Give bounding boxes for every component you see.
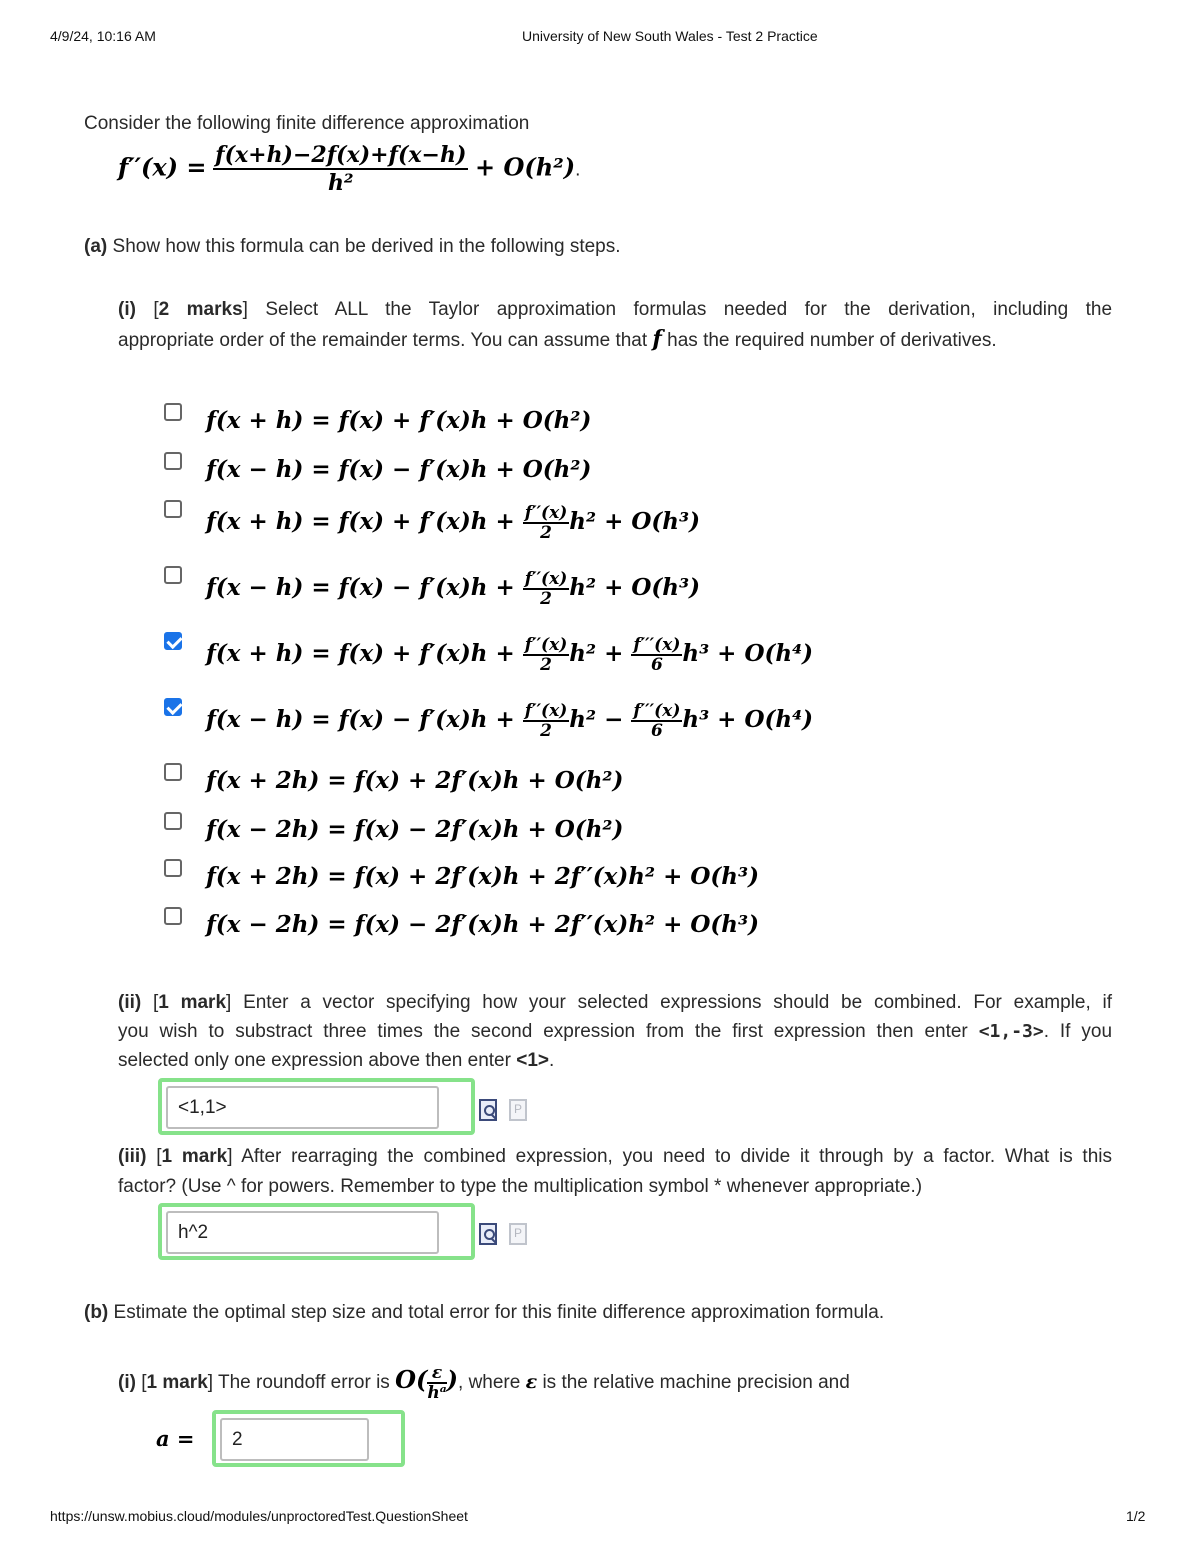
option-6-frac2-den: 6	[650, 721, 663, 741]
part-b-i-text3: is the relative machine precision and	[542, 1372, 850, 1393]
option-9-formula	[206, 863, 759, 890]
answer-ii-input[interactable]	[166, 1086, 439, 1129]
part-a-ii-code2: <1>	[516, 1050, 549, 1071]
part-a-heading	[84, 232, 621, 261]
option-4-frac-den: 2	[540, 589, 552, 609]
part-a-text: Show how this formula can be derived in the following steps.	[112, 236, 621, 257]
option-4-frac-num: f′′(x)	[524, 569, 568, 589]
answer-ii-highlight	[158, 1078, 475, 1135]
answer-iii-highlight	[158, 1203, 475, 1260]
option-2-formula	[206, 456, 591, 483]
print-datetime: 4/9/24, 10:16 AM	[50, 28, 156, 44]
option-3-frac-den: 2	[540, 523, 552, 543]
part-a-ii-line3	[118, 1046, 554, 1075]
roundoff-num: ε	[427, 1364, 446, 1384]
part-a-ii-line2	[118, 1017, 1112, 1046]
option-6-checkbox[interactable]	[164, 698, 182, 716]
part-b-i-line	[118, 1360, 850, 1403]
option-6-fraction-2	[631, 702, 682, 740]
option-4-formula	[206, 570, 700, 608]
option-5-frac1-num: f′′(x)	[524, 635, 568, 655]
page-number: 1/2	[1126, 1508, 1146, 1524]
option-3-checkbox[interactable]	[164, 500, 182, 518]
option-9-checkbox[interactable]	[164, 859, 182, 877]
option-6-frac1-den: 2	[540, 721, 552, 741]
option-6-formula	[206, 702, 813, 740]
page-url: https://unsw.mobius.cloud/modules/unproctoredTest.QuestionSheet	[50, 1508, 468, 1524]
option-1-text: f(x + h) = f(x) + f′(x)h + O(h²)	[206, 407, 592, 434]
part-a-i-line1	[118, 295, 1112, 324]
main-formula-fraction	[213, 142, 468, 196]
option-5-frac2-num: f′′′(x)	[633, 635, 681, 655]
part-b-label: (b)	[84, 1302, 109, 1323]
part-a-i-line2	[118, 325, 997, 355]
option-5-text-a: f(x + h) = f(x) + f′(x)h +	[206, 640, 523, 667]
main-formula-remainder: + O(h²)	[475, 152, 576, 182]
part-b-i-text2: , where	[458, 1372, 521, 1393]
part-a-ii-text2a: you wish to substract three times the second expression from the first expression then enter	[118, 1021, 968, 1042]
part-a-ii-marks-close: ]	[226, 992, 232, 1013]
part-b-i-marks-open: [	[141, 1372, 147, 1393]
option-10-checkbox[interactable]	[164, 907, 182, 925]
answer-a-input[interactable]	[220, 1418, 369, 1461]
part-a-i-var: f	[652, 326, 662, 352]
part-a-ii-marks: 1 mark	[158, 992, 227, 1013]
part-a-ii-code1: <1,-3>	[978, 1021, 1044, 1042]
main-formula-denominator: h²	[327, 170, 354, 196]
part-a-label: (a)	[84, 236, 108, 257]
part-b-i-marks-close: ]	[207, 1372, 214, 1393]
part-a-iii-line1	[118, 1142, 1112, 1171]
option-8-checkbox[interactable]	[164, 812, 182, 830]
intro-text: Consider the following finite difference approximation	[84, 113, 530, 134]
option-4-checkbox[interactable]	[164, 566, 182, 584]
epsilon-symbol: ε	[525, 1371, 538, 1393]
option-4-text-b: h² + O(h³)	[569, 574, 700, 601]
option-10-text: f(x − 2h) = f(x) − 2f′(x)h + 2f′′(x)h² + O(h³)	[206, 911, 759, 938]
part-a-i-marks-close: ]	[242, 299, 248, 320]
plot-icon[interactable]	[509, 1099, 527, 1121]
option-2-checkbox[interactable]	[164, 452, 182, 470]
part-b-i-marks: 1 mark	[146, 1372, 208, 1393]
part-a-ii-text1: Enter a vector specifying how your selected expressions should be combined. For example, if	[243, 992, 1112, 1013]
part-b-i-text1: The roundoff error is	[218, 1372, 390, 1393]
option-5-formula	[206, 636, 813, 674]
part-a-i-text2: appropriate order of the remainder terms. You can assume that	[118, 330, 648, 351]
option-7-formula	[206, 767, 623, 794]
option-3-formula	[206, 504, 700, 542]
plot-icon[interactable]	[509, 1223, 527, 1245]
option-6-frac1-num: f′′(x)	[524, 701, 568, 721]
option-5-text-b: h² +	[569, 640, 632, 667]
part-b-heading	[84, 1298, 884, 1327]
option-1-checkbox[interactable]	[164, 403, 182, 421]
option-5-fraction-1	[523, 636, 570, 674]
main-formula-numerator: f(x+h)−2f(x)+f(x−h)	[215, 142, 467, 168]
page-title: University of New South Wales - Test 2 Practice	[522, 28, 818, 44]
option-10-formula	[206, 911, 759, 938]
option-6-text-b: h² −	[569, 706, 632, 733]
option-4-text-a: f(x − h) = f(x) − f′(x)h +	[206, 574, 523, 601]
part-a-i-text3: has the required number of derivatives.	[667, 330, 997, 351]
main-formula-period: .	[575, 159, 581, 181]
option-8-formula	[206, 816, 623, 843]
option-6-text-a: f(x − h) = f(x) − f′(x)h +	[206, 706, 523, 733]
option-5-frac2-den: 6	[650, 655, 663, 675]
option-4-fraction	[523, 570, 570, 608]
option-7-checkbox[interactable]	[164, 763, 182, 781]
option-5-frac1-den: 2	[540, 655, 552, 675]
part-a-i-marks: 2 marks	[158, 299, 243, 320]
option-6-fraction-1	[523, 702, 570, 740]
option-8-text: f(x − 2h) = f(x) − 2f′(x)h + O(h²)	[206, 816, 624, 843]
roundoff-O: O(	[395, 1365, 428, 1394]
roundoff-fraction	[427, 1364, 446, 1402]
part-b-i-label: (i)	[118, 1372, 136, 1393]
part-a-iii-text1: After rearraging the combined expression, you need to divide it through by a factor. What is this	[241, 1146, 1112, 1167]
option-3-frac-num: f′′(x)	[524, 503, 568, 523]
preview-icon[interactable]	[479, 1099, 497, 1121]
option-5-fraction-2	[631, 636, 682, 674]
option-5-checkbox[interactable]	[164, 632, 182, 650]
part-a-ii-label: (ii)	[118, 992, 142, 1013]
answer-iii-input[interactable]	[166, 1211, 439, 1254]
option-3-text-b: h² + O(h³)	[569, 508, 700, 535]
part-b-text: Estimate the optimal step size and total error for this finite difference approximation formula.	[113, 1302, 885, 1323]
part-a-ii-marks-open: [	[152, 992, 159, 1013]
part-a-ii-line1	[118, 988, 1112, 1017]
option-9-text: f(x + 2h) = f(x) + 2f′(x)h + 2f′′(x)h² + O(h³)	[206, 863, 759, 890]
option-5-text-c: h³ + O(h⁴)	[682, 640, 814, 667]
roundoff-close: )	[446, 1365, 459, 1394]
preview-icon[interactable]	[479, 1223, 497, 1245]
part-a-ii-text2b: . If you	[1043, 1021, 1113, 1042]
option-7-text: f(x + 2h) = f(x) + 2f′(x)h + O(h²)	[206, 767, 624, 794]
a-label: a =	[156, 1426, 195, 1451]
part-a-iii-line2: factor? (Use ^ for powers. Remember to type the multiplication symbol * whenever appropriate.)	[118, 1176, 923, 1197]
part-a-iii-marks-close: ]	[227, 1146, 233, 1167]
main-formula	[118, 142, 580, 196]
part-a-ii-text3a: selected only one expression above then enter	[118, 1050, 511, 1071]
part-a-i-text1: Select ALL the Taylor approximation formulas needed for the derivation, including the	[265, 299, 1113, 320]
option-6-text-c: h³ + O(h⁴)	[682, 706, 814, 733]
roundoff-den: hᵃ	[427, 1382, 447, 1403]
option-3-fraction	[523, 504, 570, 542]
option-6-frac2-num: f′′′(x)	[633, 701, 681, 721]
option-3-text-a: f(x + h) = f(x) + f′(x)h +	[206, 508, 523, 535]
part-a-i-marks-open: [	[153, 299, 159, 320]
part-a-iii-label: (iii)	[118, 1146, 147, 1167]
option-2-text: f(x − h) = f(x) − f′(x)h + O(h²)	[206, 456, 592, 483]
answer-a-highlight	[212, 1410, 405, 1467]
option-1-formula	[206, 407, 591, 434]
part-a-ii-text3b: .	[548, 1050, 555, 1071]
part-a-iii-marks-open: [	[156, 1146, 162, 1167]
main-formula-lhs: f′′(x) =	[118, 152, 207, 182]
part-a-iii-marks: 1 mark	[161, 1146, 228, 1167]
part-a-i-label: (i)	[118, 299, 136, 320]
